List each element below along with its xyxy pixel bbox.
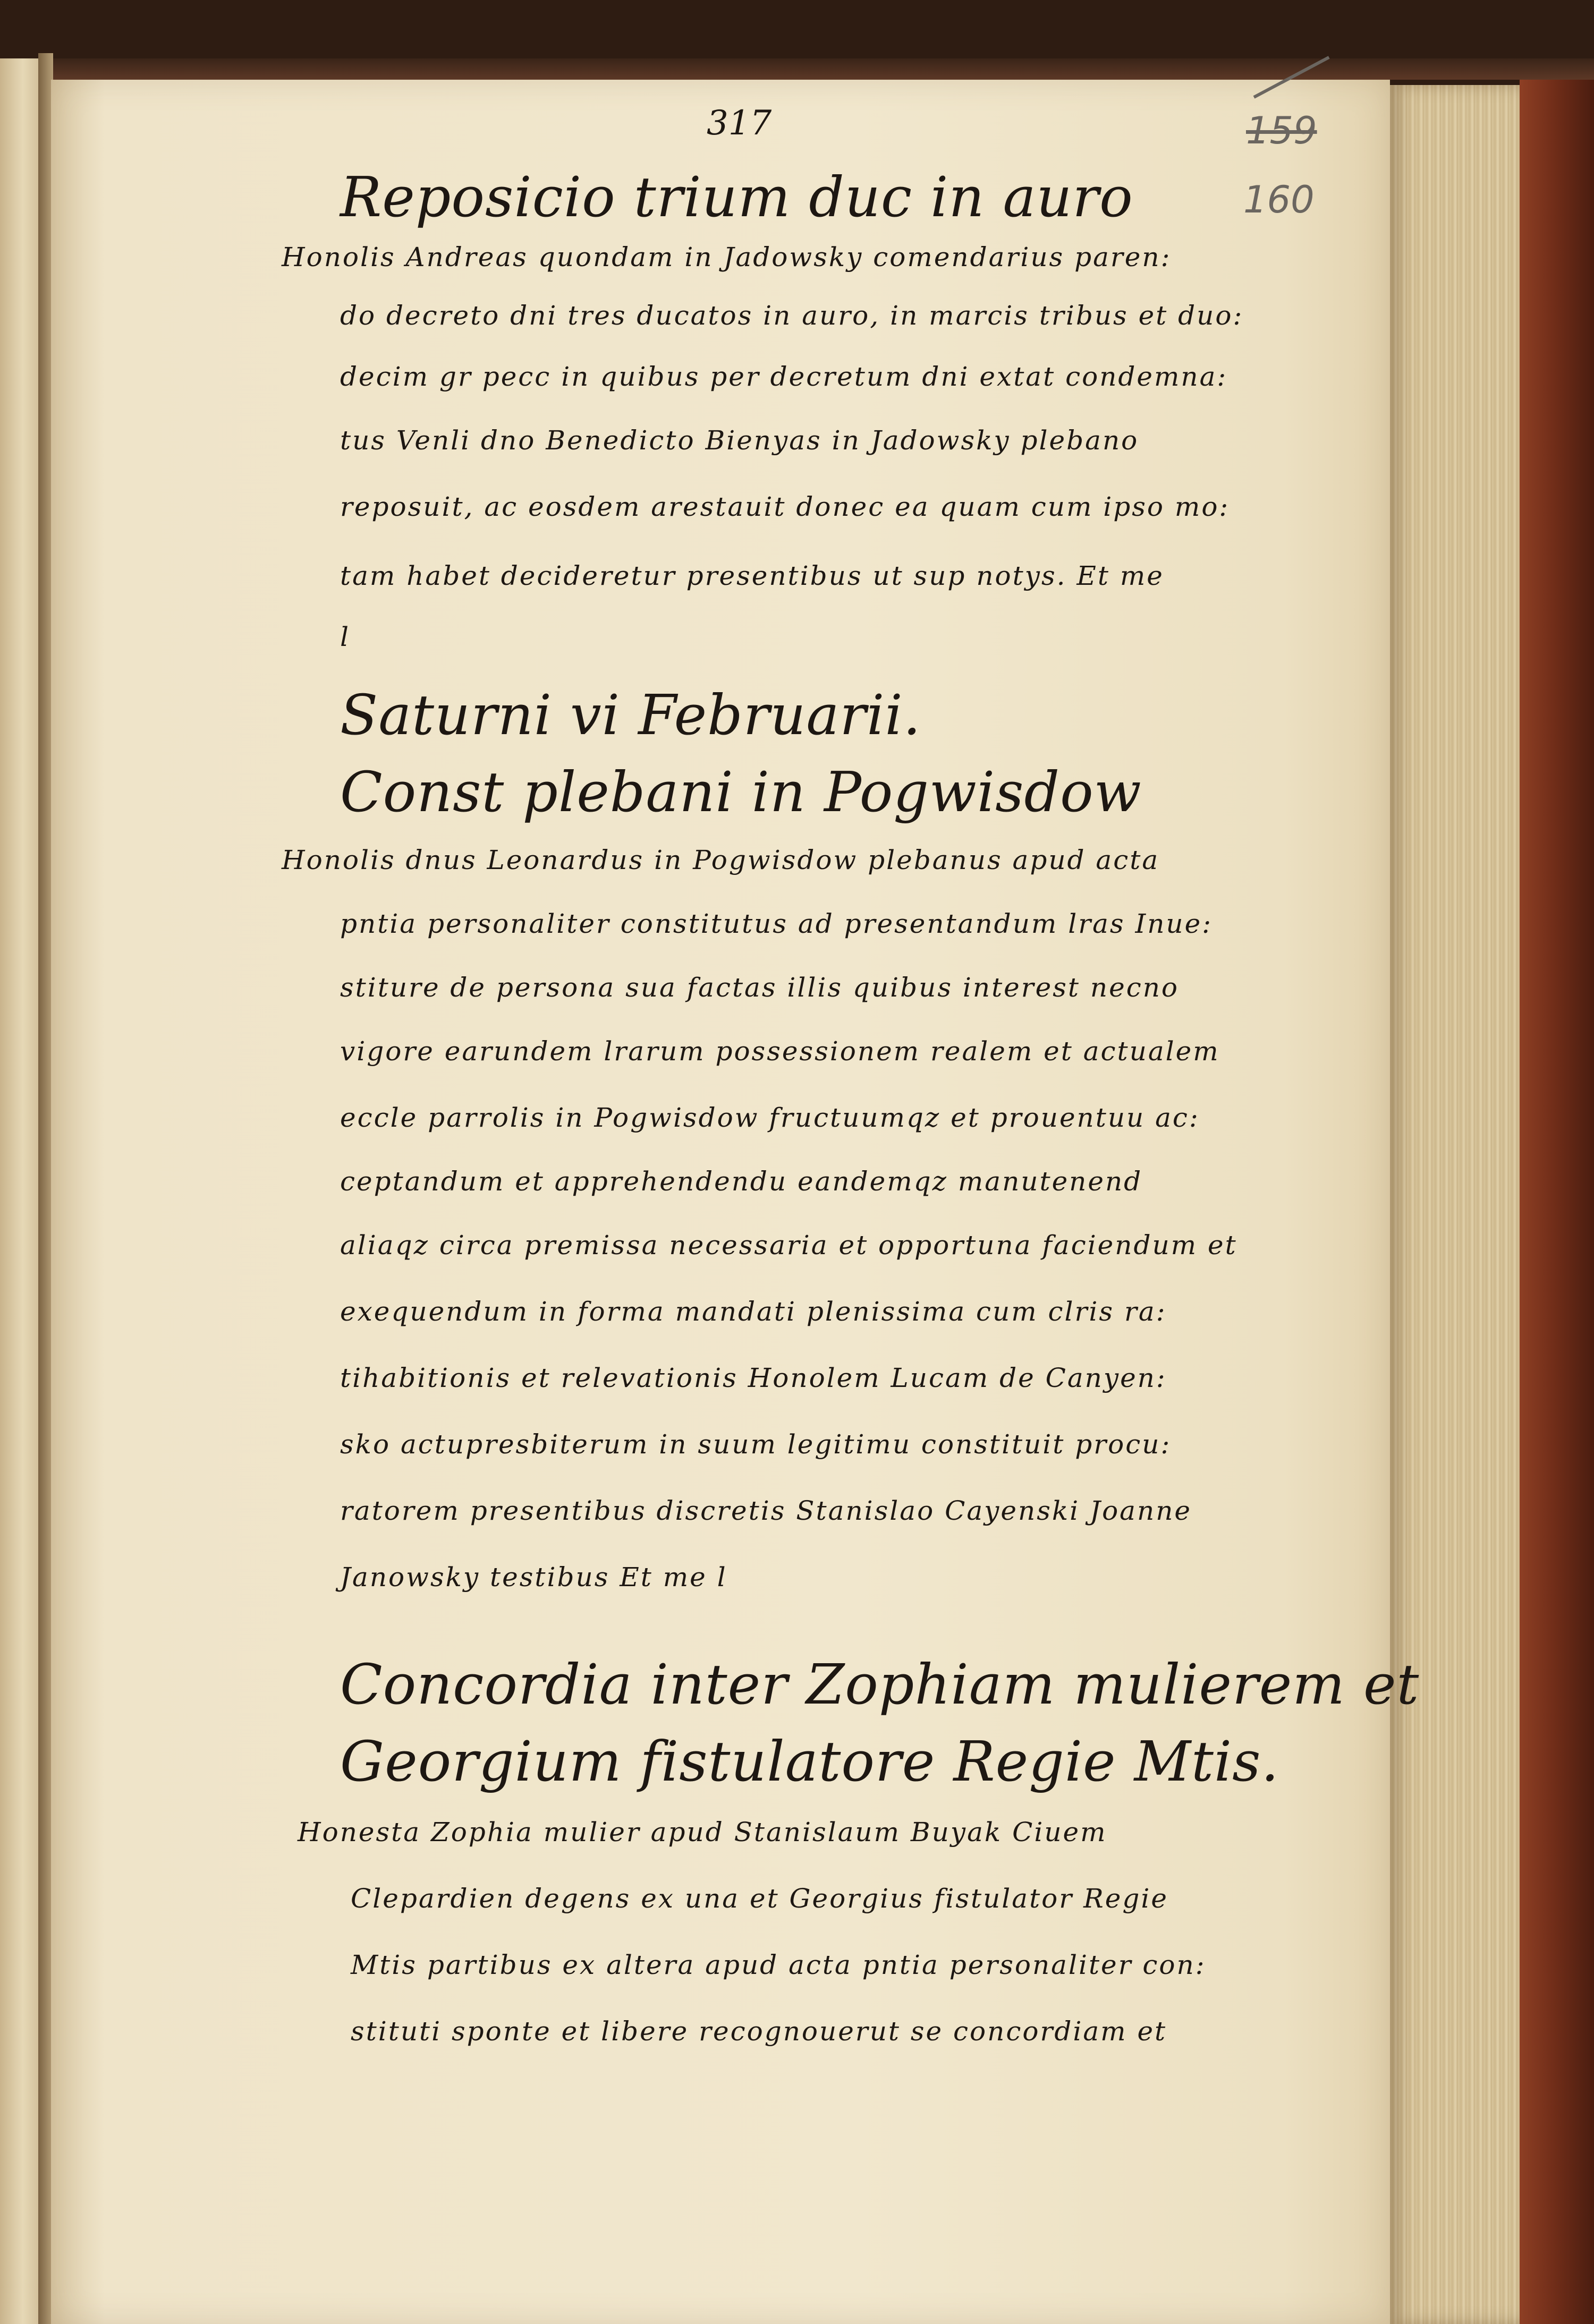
entry-line: sko actupresbiterum in suum legitimu constituit procu: <box>340 1429 1172 1460</box>
entry-line: vigore earundem lrarum possessionem realem et actualem <box>340 1036 1220 1067</box>
entry-line: pntia personaliter constitutus ad presentandum lras Inue: <box>340 908 1213 939</box>
entry-line: Honolis dnus Leonardus in Pogwisdow plebanus apud acta <box>282 845 1160 875</box>
entry-line: decim gr pecc in quibus per decretum dni extat condemna: <box>340 361 1228 392</box>
entry-line: exequendum in forma mandati plenissima cum clris ra: <box>340 1296 1167 1327</box>
entry-line: tus Venli dno Benedicto Bienyas in Jadowsky plebano <box>340 425 1139 456</box>
previous-page-edge <box>0 58 40 2324</box>
entry-line: tam habet decideretur presentibus ut sup notys. Et me <box>340 560 1164 591</box>
entry-line: Mtis partibus ex altera apud acta pntia personaliter con: <box>351 1950 1206 1980</box>
entry-line: tihabitionis et relevationis Honolem Lucam de Canyen: <box>340 1363 1167 1393</box>
entry-heading: Reposicio trium duc in auro <box>340 165 1133 229</box>
entry-line: l <box>340 622 350 652</box>
folio-ink-number: 317 <box>707 104 772 143</box>
leather-cover-edge <box>1520 80 1594 2324</box>
entry-line: Honolis Andreas quondam in Jadowsky comendarius paren: <box>282 242 1172 273</box>
entry-line: stiture de persona sua factas illis quibus interest necno <box>340 972 1180 1003</box>
entry-line: aliaqz circa premissa necessaria et opportuna faciendum et <box>340 1230 1237 1261</box>
entry-heading: Const plebani in Pogwisdow <box>340 760 1142 824</box>
binding-top <box>51 58 1594 80</box>
entry-heading: Georgium fistulatore Regie Mtis. <box>340 1729 1279 1794</box>
entry-heading: Concordia inter Zophiam mulierem et <box>340 1652 1420 1717</box>
entry-line: eccle parrolis in Pogwisdow fructuumqz et prouentuu ac: <box>340 1102 1200 1133</box>
manuscript-page <box>51 80 1390 2324</box>
folio-pencil-current: 160 <box>1243 178 1315 222</box>
entry-line: do decreto dni tres ducatos in auro, in marcis tribus et duo: <box>340 300 1244 331</box>
entry-line: Honesta Zophia mulier apud Stanislaum Buyak Ciuem <box>298 1817 1107 1848</box>
entry-line: ceptandum et apprehendendu eandemqz manutenend <box>340 1166 1143 1197</box>
entry-line: Clepardien degens ex una et Georgius fistulator Regie <box>351 1883 1168 1914</box>
entry-line: reposuit, ac eosdem arestauit donec ea quam cum ipso mo: <box>340 491 1230 522</box>
entry-heading: Saturni vi Februarii. <box>340 683 921 747</box>
page-fore-edge <box>1390 85 1520 2324</box>
entry-line: ratorem presentibus discretis Stanislao Cayenski Joanne <box>340 1495 1192 1526</box>
entry-line: stituti sponte et libere recognouerut se concordiam et <box>351 2016 1167 2047</box>
folio-pencil-struck: 159 <box>1246 109 1317 152</box>
entry-line: Janowsky testibus Et me l <box>340 1562 727 1593</box>
